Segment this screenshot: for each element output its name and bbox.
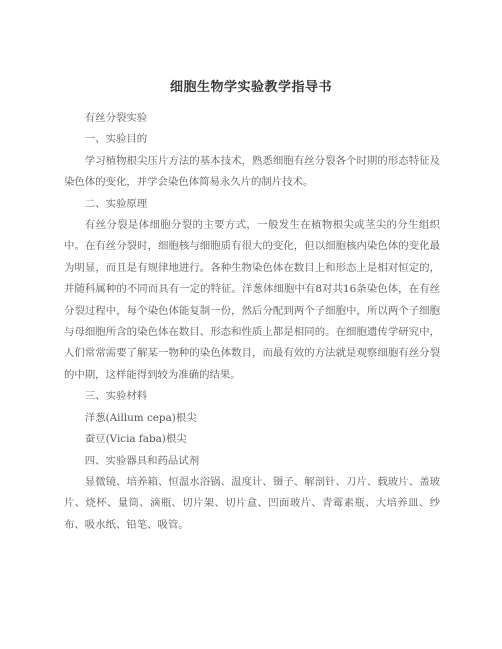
material-item-onion: 洋葱(Aillum cepa)根尖 <box>84 411 197 424</box>
material-item-broad-bean: 蚕豆(Vicia faba)根尖 <box>84 433 187 446</box>
section-heading-mitosis: 有丝分裂实验 <box>84 112 148 124</box>
document-title: 细胞生物学实验教学指导书 <box>169 80 332 95</box>
paragraph-equipment: 显微镜、培养箱、恒温水浴锅、温度计、镊子、解剖针、刀片、载玻片、盖玻片、烧杯、量筒、滴瓶、切片架、切片盒、凹面玻片、青霉素瓶、大培养皿、纱布、吸水纸、铅笔、吸管。 <box>64 475 440 531</box>
section-heading-purpose: 一、实验目的 <box>84 133 148 146</box>
section-heading-principle: 二、实验原理 <box>84 197 148 210</box>
paragraph-principle: 有丝分裂是体细胞分裂的主要方式，一般发生在植物根尖或茎尖的分生组织中。在有丝分裂时，细胞核与细胞质有很大的变化，但以细胞核内染色体的变化最为明显，而且是有规律地进行。各种生物染色体在数目上和形态上是相对恒定的，并随科属种的不同而具有一定的特征。洋葱体细胞中有8对共16条染色体，在有丝分裂过程中，每个染色体能复制一份，然后分配到两个子细胞中，所以两个子细胞与母细胞所含的染色体在数目、形态和性质上都是相同的。在细胞遗传学研究中，人们常常需要了解某一物种的染色体数目，而最有效的方法就是观察细胞有丝分裂的中期，这样能得到较为准确的结果。 <box>64 219 440 381</box>
document-body <box>64 108 440 536</box>
paragraph-purpose: 学习植物根尖压片方法的基本技术，熟悉细胞有丝分裂各个时期的形态特征及染色体的变化，并学会染色体简易永久片的制片技术。 <box>64 154 440 189</box>
section-heading-materials: 三、实验材料 <box>84 390 148 403</box>
section-heading-equipment: 四、实验器具和药品试剂 <box>84 454 200 467</box>
